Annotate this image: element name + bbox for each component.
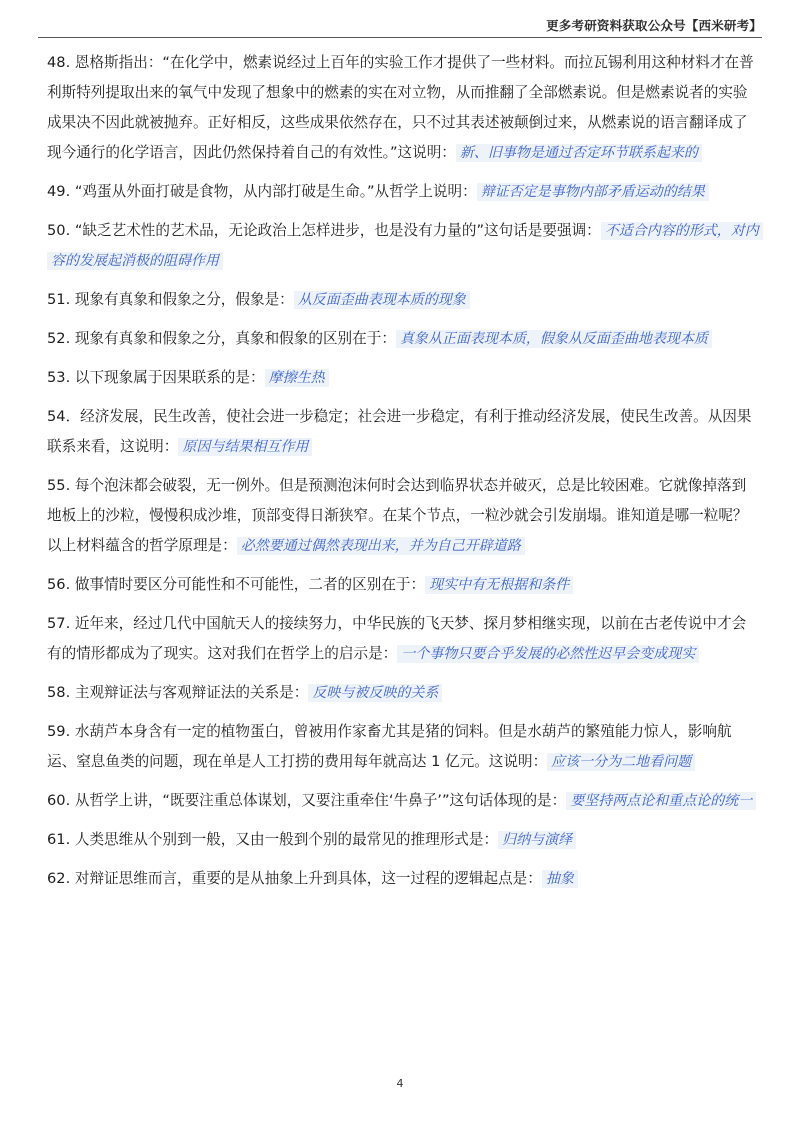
- answer-highlight: 新、旧事物是通过否定环节联系起来的: [456, 144, 702, 162]
- question-text: 60. 从哲学上讲，“既要注重总体谋划，又要注重牵住‘牛鼻子’”这句话体现的是：: [47, 792, 567, 809]
- question-item: [47, 285, 759, 315]
- question-text: 57. 近年来，经过几代中国航天人的接续努力，中华民族的飞天梦、探月梦相继实现，以前在古老传说中才会有的情形都成为了现实。这对我们在哲学上的启示是：: [47, 615, 747, 662]
- question-text: 56. 做事情时要区分可能性和不可能性，二者的区别在于：: [47, 576, 426, 593]
- header-divider: [38, 37, 762, 38]
- question-item: [47, 177, 759, 207]
- question-item: [47, 786, 759, 816]
- question-item: [47, 864, 759, 894]
- answer-highlight: 现实中有无根据和条件: [425, 576, 573, 594]
- answer-highlight: 一个事物只要合乎发展的必然性迟早会变成现实: [397, 645, 699, 663]
- question-text: 55. 每个泡沫都会破裂，无一例外。但是预测泡沫何时会达到临界状态并破灭，总是比较困难。它就像掉落到地板上的沙粒，慢慢积成沙堆，顶部变得日渐狭窄。在某个节点，一粒沙就会引发崩塌。谁知道是哪一粒呢？以上材料蕴含的哲学原理是：: [47, 477, 748, 554]
- answer-highlight: 真象从正面表现本质，假象从反面歪曲地表现本质: [396, 330, 712, 348]
- question-item: [47, 717, 759, 777]
- page-header: 更多考研资料获取公众号【西米研考】: [546, 18, 762, 33]
- answer-highlight: 必然要通过偶然表现出来，并为自己开辟道路: [237, 537, 525, 555]
- answer-highlight: 摩擦生热: [265, 369, 329, 387]
- question-list: [47, 48, 759, 903]
- question-text: 58. 主观辩证法与客观辩证法的关系是：: [47, 684, 309, 701]
- question-item: [47, 48, 759, 168]
- question-item: [47, 609, 759, 669]
- answer-highlight: 抽象: [542, 870, 578, 888]
- question-text: 53. 以下现象属于因果联系的是：: [47, 369, 265, 386]
- answer-highlight: 反映与被反映的关系: [308, 684, 442, 702]
- question-item: [47, 471, 759, 561]
- question-text: 48. 恩格斯指出：“在化学中，燃素说经过上百年的实验工作才提供了一些材料。而拉瓦锡利用这种材料才在普利斯特列提取出来的氧气中发现了想象中的燃素的实在对立物，从而推翻了全部燃素说。但是燃素说者的实验成果决不因此就被抛弃。正好相反，这些成果依然存在，只不过其表述被颠倒过来，从燃素说的语言翻译成了现今通行的化学语言，因此仍然保持着自己的有效性。”这说明：: [47, 54, 754, 161]
- question-item: [47, 324, 759, 354]
- question-text: 51. 现象有真象和假象之分，假象是：: [47, 291, 294, 308]
- question-item: [47, 570, 759, 600]
- answer-highlight: 要坚持两点论和重点论的统一: [566, 792, 756, 810]
- question-item: [47, 678, 759, 708]
- answer-highlight: 不适合内容的形式，对内容的发展起消极的阻碍作用: [47, 222, 763, 270]
- answer-highlight: 辩证否定是事物内部矛盾运动的结果: [477, 183, 709, 201]
- answer-highlight: 应该一分为二地看问题: [547, 753, 695, 771]
- question-text: 50. “缺乏艺术性的艺术品，无论政治上怎样进步，也是没有力量的”这句话是要强调：: [47, 222, 601, 239]
- question-text: 62. 对辩证思维而言，重要的是从抽象上升到具体，这一过程的逻辑起点是：: [47, 870, 542, 887]
- answer-highlight: 从反面歪曲表现本质的现象: [294, 291, 470, 309]
- question-item: [47, 402, 759, 462]
- question-item: [47, 363, 759, 393]
- question-text: 54．经济发展，民生改善，使社会进一步稳定；社会进一步稳定，有利于推动经济发展，使民生改善。从因果联系来看，这说明：: [47, 408, 752, 455]
- question-text: 59. 水葫芦本身含有一定的植物蛋白，曾被用作家畜尤其是猪的饲料。但是水葫芦的繁殖能力惊人，影响航运、窒息鱼类的问题，现在单是人工打捞的费用每年就高达 1 亿元。这说明：: [47, 723, 732, 770]
- question-item: [47, 825, 759, 855]
- answer-highlight: 原因与结果相互作用: [178, 438, 312, 456]
- question-text: 49. “鸡蛋从外面打破是食物，从内部打破是生命。”从哲学上说明：: [47, 183, 477, 200]
- answer-highlight: 归纳与演绎: [498, 831, 576, 849]
- question-text: 52. 现象有真象和假象之分，真象和假象的区别在于：: [47, 330, 396, 347]
- page-number: 4: [396, 1077, 404, 1090]
- question-text: 61. 人类思维从个别到一般，又由一般到个别的最常见的推理形式是：: [47, 831, 499, 848]
- question-item: [47, 216, 759, 276]
